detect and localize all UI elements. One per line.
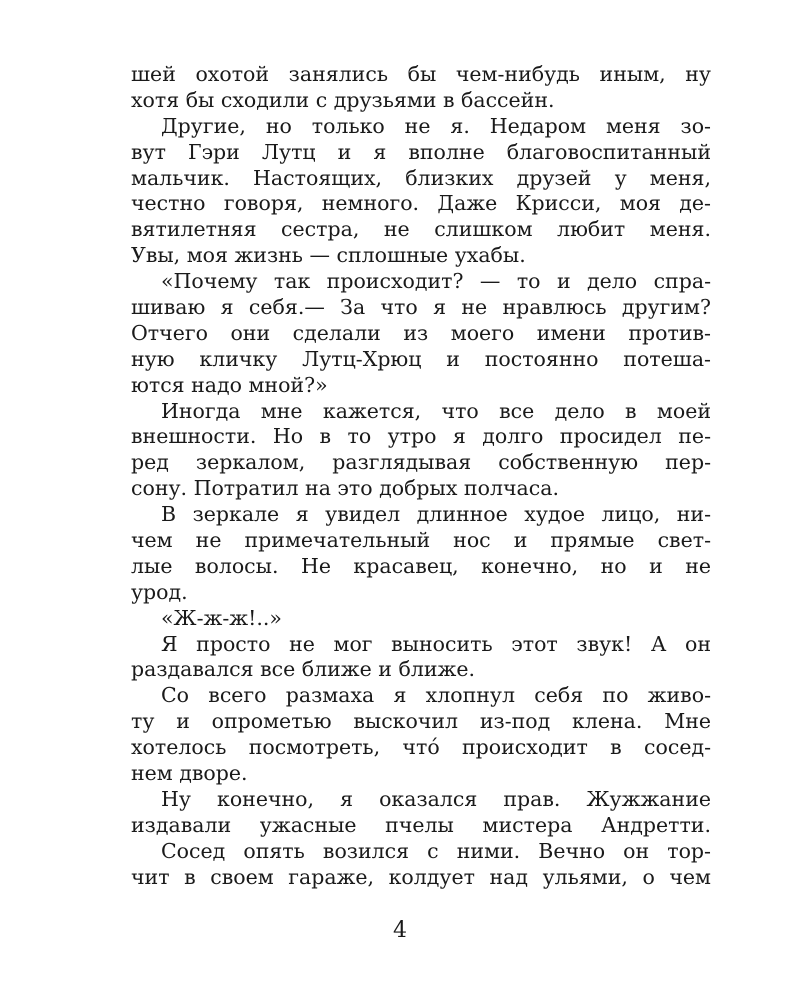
text-line: честно говоря, немного. Даже Крисси, моя де- bbox=[131, 191, 711, 216]
text-line: Отчего они сделали из моего имени против- bbox=[131, 320, 711, 345]
text-line: Иногда мне кажется, что все дело в моей bbox=[161, 398, 711, 423]
text-line: вут Гэри Лутц и я вполне благовоспитанный bbox=[131, 139, 711, 164]
text-line: лые волосы. Не красавец, конечно, но и не bbox=[131, 553, 711, 578]
text-line: ред зеркалом, разглядывая собственную пер- bbox=[131, 450, 711, 475]
text-line: Я просто не мог выносить этот звук! А он bbox=[161, 631, 711, 656]
text-line: хотя бы сходили с друзьями в бассейн. bbox=[131, 87, 555, 112]
text-line: сону. Потратил на это добрых полчаса. bbox=[131, 476, 559, 501]
text-line: Ну конечно, я оказался прав. Жужжание bbox=[161, 786, 711, 811]
body-text bbox=[131, 62, 711, 891]
text-line: чит в своем гараже, колдует над ульями, о чем bbox=[131, 864, 711, 889]
text-line: раздавался все ближе и ближе. bbox=[131, 657, 476, 682]
text-line: нем дворе. bbox=[131, 761, 248, 786]
text-line: Другие, но только не я. Недаром меня зо- bbox=[161, 113, 711, 138]
text-line: шиваю я себя.— За что я не нравлюсь другим? bbox=[131, 295, 711, 320]
text-line: шей охотой занялись бы чем-нибудь иным, ну bbox=[131, 62, 711, 86]
text-line: хотелось посмотреть, чтó происходит в сосед- bbox=[131, 735, 711, 760]
text-line: «Ж-ж-ж!..» bbox=[161, 605, 282, 630]
text-line: В зеркале я увидел длинное худое лицо, ни- bbox=[161, 502, 711, 527]
text-line: «Почему так происходит? — то и дело спра- bbox=[161, 269, 711, 294]
text-line: мальчик. Настоящих, близких друзей у меня, bbox=[131, 165, 711, 190]
text-line: Увы, моя жизнь — сплошные ухабы. bbox=[131, 243, 526, 268]
text-line: внешности. Но в то утро я долго просидел пе- bbox=[131, 424, 711, 449]
text-line: Со всего размаха я хлопнул себя по живо- bbox=[161, 683, 711, 708]
text-line: Сосед опять возился с ними. Вечно он тор- bbox=[161, 838, 711, 863]
text-line: ную кличку Лутц-Хрюц и постоянно потеша- bbox=[131, 346, 711, 371]
text-line: вятилетняя сестра, не слишком любит меня. bbox=[131, 217, 711, 242]
text-line: ются надо мной?» bbox=[131, 372, 328, 397]
page-number: 4 bbox=[393, 918, 407, 943]
text-line: издавали ужасные пчелы мистера Андретти. bbox=[131, 812, 711, 837]
text-line: ту и опрометью выскочил из-под клена. Мне bbox=[131, 709, 711, 734]
text-line: чем не примечательный нос и прямые свет- bbox=[131, 528, 711, 553]
text-line: урод. bbox=[131, 579, 188, 604]
